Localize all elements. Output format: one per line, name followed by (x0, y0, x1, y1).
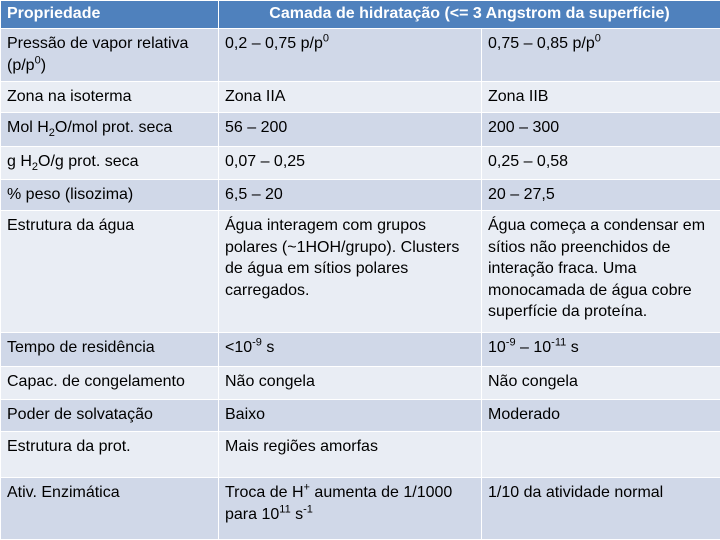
row-label: Pressão de vapor relativa $(p/p^0)$ (1, 29, 219, 82)
cell-zone-b: Moderado (482, 400, 720, 432)
table-row (1, 180, 720, 211)
row-label: Tempo de residência (1, 333, 219, 366)
cell-zone-a: Não congela (219, 366, 482, 399)
cell-zone-b (482, 432, 720, 478)
cell-zone-b: $10^{-9} - 10^{-11}$ s (482, 333, 720, 366)
table-row (1, 478, 720, 540)
cell-zone-a: Troca de H+ aumenta de 1/1000 para $10^{11}$ $s^{-1}$ (219, 478, 482, 540)
cell-zone-a: Zona IIA (219, 81, 482, 112)
row-label: Poder de solvatação (1, 400, 219, 432)
row-label: Ativ. Enzimática (1, 478, 219, 540)
cell-zone-b: 200 – 300 (482, 113, 720, 146)
header-property: Propriedade (1, 1, 219, 29)
cell-zone-a: $<10^{-9}$ s (219, 333, 482, 366)
table-row (1, 29, 720, 82)
table-row (1, 211, 720, 333)
cell-zone-a: Baixo (219, 400, 482, 432)
cell-zone-a: Mais regiões amorfas (219, 432, 482, 478)
row-label: Zona na isoterma (1, 81, 219, 112)
row-label: Estrutura da água (1, 211, 219, 333)
cell-zone-b: Zona IIB (482, 81, 720, 112)
cell-zone-b: 0,25 – 0,58 (482, 146, 720, 179)
table-row (1, 400, 720, 432)
row-label: % peso (lisozima) (1, 180, 219, 211)
cell-zone-b: 20 – 27,5 (482, 180, 720, 211)
cell-zone-a: Água interagem com grupos polares (~1HOH/grupo). Clusters de água em sítios polares carregados. (219, 211, 482, 333)
cell-zone-a: 6,5 – 20 (219, 180, 482, 211)
table-row (1, 432, 720, 478)
cell-zone-b: 1/10 da atividade normal (482, 478, 720, 540)
cell-zone-a: 0,07 – 0,25 (219, 146, 482, 179)
header-row (1, 1, 720, 29)
row-label: Estrutura da prot. (1, 432, 219, 478)
cell-zone-b: Água começa a condensar em sítios não preenchidos de interação fraca. Uma monocamada de água cobre superfície da proteína. (482, 211, 720, 333)
cell-zone-a: 56 – 200 (219, 113, 482, 146)
row-label: g $H_2O/g$ prot. seca (1, 146, 219, 179)
row-label: Capac. de congelamento (1, 366, 219, 399)
table-row (1, 333, 720, 366)
table-row (1, 113, 720, 146)
table-row (1, 81, 720, 112)
cell-zone-b: 0,75 – 0,85 $p/p^0$ (482, 29, 720, 82)
table-row (1, 146, 720, 179)
cell-zone-a: 0,2 – 0,75 $p/p^0$ (219, 29, 482, 82)
table-row (1, 366, 720, 399)
row-label: Mol $H_2O$/mol prot. seca (1, 113, 219, 146)
header-hydration-layer: Camada de hidratação (<= 3 Angstrom da superfície) (219, 1, 720, 29)
cell-zone-b: Não congela (482, 366, 720, 399)
